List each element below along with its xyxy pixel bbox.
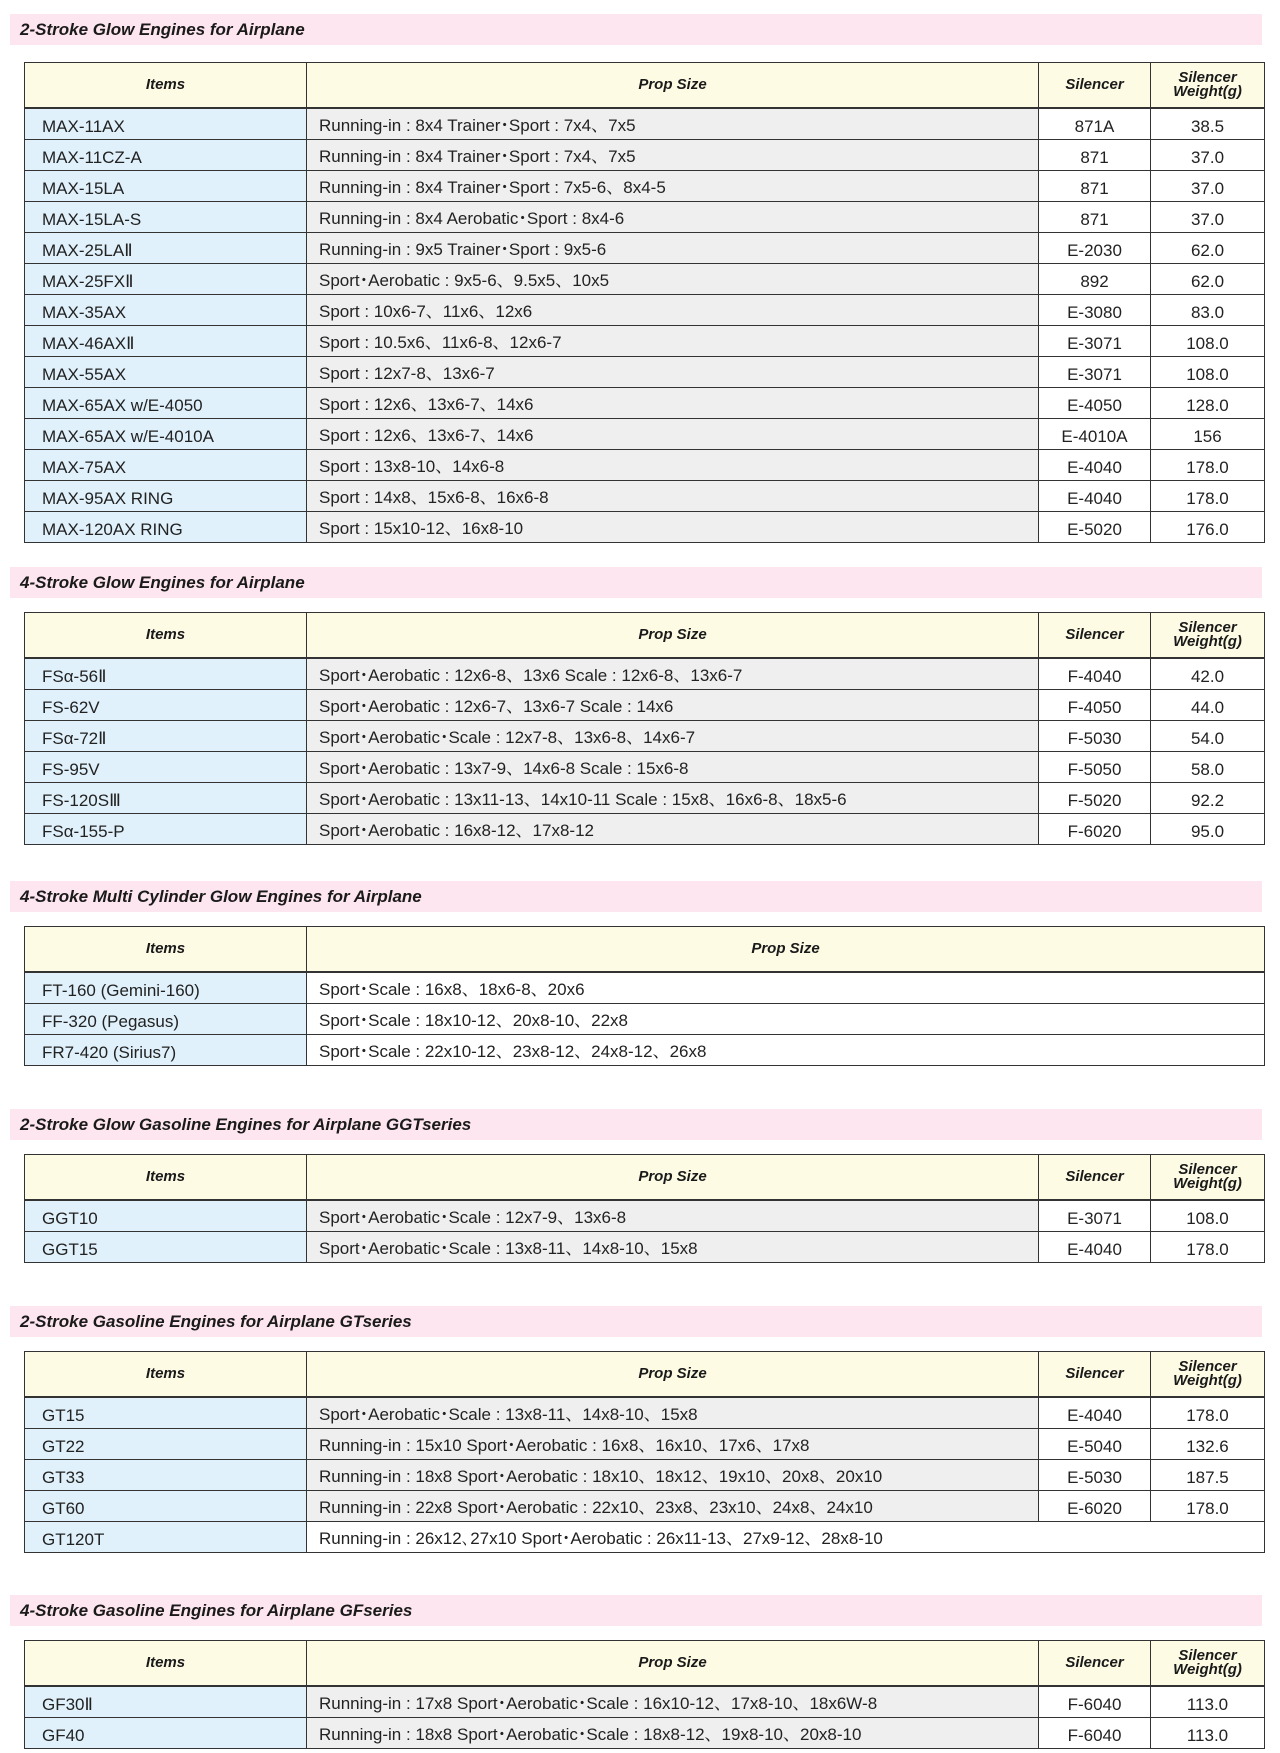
silencer-cell: F-4050: [1039, 690, 1151, 721]
table-row: [25, 721, 1265, 752]
prop-size-cell: Sport･Aerobatic･Scale : 12x7-8、13x6-8、14x6-7: [307, 721, 1039, 752]
silencer-cell: 871: [1039, 202, 1151, 233]
prop-size-cell: Running-in : 17x8 Sport･Aerobatic･Scale : 16x10-12、17x8-10、18x6W-8: [307, 1686, 1039, 1718]
silencer-cell: E-3080: [1039, 295, 1151, 326]
silencer-cell: E-3071: [1039, 326, 1151, 357]
table-header-row: [25, 63, 1265, 109]
silencer-weight-cell: 62.0: [1151, 233, 1265, 264]
silencer-cell: E-4040: [1039, 481, 1151, 512]
engine-spec-table: [24, 1154, 1265, 1263]
silencer-weight-cell: 62.0: [1151, 264, 1265, 295]
silencer-cell: E-4010A: [1039, 419, 1151, 450]
table-header-row: [25, 1641, 1265, 1687]
header-items: Items: [25, 1352, 307, 1398]
table-row: [25, 233, 1265, 264]
prop-size-cell: Running-in : 22x8 Sport･Aerobatic : 22x10、23x8、23x10、24x8、24x10: [307, 1491, 1039, 1522]
prop-size-cell: Sport･Scale : 16x8、18x6-8、20x6: [307, 972, 1265, 1004]
table-row: [25, 171, 1265, 202]
table-row: [25, 481, 1265, 512]
silencer-cell: E-3071: [1039, 357, 1151, 388]
silencer-cell: 892: [1039, 264, 1151, 295]
silencer-cell: F-5020: [1039, 783, 1151, 814]
engine-model-cell: MAX-55AX: [25, 357, 307, 388]
silencer-cell: 871: [1039, 171, 1151, 202]
silencer-cell: E-5020: [1039, 512, 1151, 543]
silencer-cell: F-4040: [1039, 658, 1151, 690]
silencer-weight-cell: 108.0: [1151, 326, 1265, 357]
prop-size-cell: Sport : 12x6、13x6-7、14x6: [307, 419, 1039, 450]
prop-size-cell: Sport : 12x7-8、13x6-7: [307, 357, 1039, 388]
engine-model-cell: FSα-155-P: [25, 814, 307, 845]
engine-model-cell: MAX-11CZ-A: [25, 140, 307, 171]
engine-spec-table: [24, 612, 1265, 845]
table-row: [25, 1718, 1265, 1749]
header-silencer: Silencer: [1039, 1641, 1151, 1687]
silencer-cell: E-4040: [1039, 1232, 1151, 1263]
engine-model-cell: GGT15: [25, 1232, 307, 1263]
prop-size-cell: Running-in : 15x10 Sport･Aerobatic : 16x8、16x10、17x6、17x8: [307, 1429, 1039, 1460]
table-row: [25, 1460, 1265, 1491]
silencer-cell: E-3071: [1039, 1200, 1151, 1232]
engine-model-cell: FT-160 (Gemini-160): [25, 972, 307, 1004]
header-weight-line1: Silencer: [1178, 1358, 1237, 1375]
prop-size-cell: Sport･Aerobatic･Scale : 13x8-11、14x8-10、15x8: [307, 1397, 1039, 1429]
prop-size-cell: Sport･Aerobatic : 9x5-6、9.5x5、10x5: [307, 264, 1039, 295]
table-row: [25, 512, 1265, 543]
header-prop-size: Prop Size: [307, 927, 1265, 973]
silencer-weight-cell: 37.0: [1151, 202, 1265, 233]
header-weight-line1: Silencer: [1178, 1647, 1237, 1664]
silencer-cell: E-4040: [1039, 1397, 1151, 1429]
silencer-weight-cell: 178.0: [1151, 1232, 1265, 1263]
table-row: [25, 1491, 1265, 1522]
silencer-weight-cell: 156: [1151, 419, 1265, 450]
header-items: Items: [25, 613, 307, 659]
engine-model-cell: GF40: [25, 1718, 307, 1749]
silencer-weight-cell: 95.0: [1151, 814, 1265, 845]
table-row: [25, 140, 1265, 171]
silencer-weight-cell: 44.0: [1151, 690, 1265, 721]
silencer-weight-cell: 176.0: [1151, 512, 1265, 543]
section-title: 4-Stroke Multi Cylinder Glow Engines for Airplane: [10, 881, 1262, 912]
header-weight-line1: Silencer: [1178, 69, 1237, 86]
engine-model-cell: FF-320 (Pegasus): [25, 1004, 307, 1035]
header-weight-line1: Silencer: [1178, 619, 1237, 636]
silencer-weight-cell: 113.0: [1151, 1686, 1265, 1718]
silencer-cell: F-5030: [1039, 721, 1151, 752]
table-row: [25, 357, 1265, 388]
header-silencer-weight: [1151, 613, 1265, 659]
prop-size-cell: Sport･Aerobatic･Scale : 12x7-9、13x6-8: [307, 1200, 1039, 1232]
silencer-weight-cell: 92.2: [1151, 783, 1265, 814]
silencer-cell: 871A: [1039, 108, 1151, 140]
table-row: [25, 1232, 1265, 1263]
header-items: Items: [25, 1155, 307, 1201]
header-prop-size: Prop Size: [307, 63, 1039, 109]
prop-size-cell: Sport･Aerobatic : 12x6-8、13x6 Scale : 12x6-8、13x6-7: [307, 658, 1039, 690]
silencer-weight-cell: 113.0: [1151, 1718, 1265, 1749]
prop-size-cell: Sport : 10.5x6、11x6-8、12x6-7: [307, 326, 1039, 357]
silencer-weight-cell: 83.0: [1151, 295, 1265, 326]
table-header-row: [25, 1352, 1265, 1398]
prop-size-cell: Running-in : 18x8 Sport･Aerobatic : 18x10、18x12、19x10、20x8、20x10: [307, 1460, 1039, 1491]
engine-model-cell: MAX-65AX w/E-4050: [25, 388, 307, 419]
engine-model-cell: GT60: [25, 1491, 307, 1522]
silencer-cell: E-4050: [1039, 388, 1151, 419]
engine-model-cell: GGT10: [25, 1200, 307, 1232]
header-silencer-weight: [1151, 63, 1265, 109]
header-items: Items: [25, 63, 307, 109]
silencer-weight-cell: 178.0: [1151, 1397, 1265, 1429]
header-weight-line2: Weight(g): [1173, 1372, 1242, 1389]
prop-size-cell: Running-in : 8x4 Aerobatic･Sport : 8x4-6: [307, 202, 1039, 233]
table-row: [25, 295, 1265, 326]
table-row: [25, 326, 1265, 357]
table-row: [25, 419, 1265, 450]
header-items: Items: [25, 1641, 307, 1687]
engine-model-cell: FS-120SⅢ: [25, 783, 307, 814]
silencer-weight-cell: 37.0: [1151, 171, 1265, 202]
silencer-weight-cell: 42.0: [1151, 658, 1265, 690]
prop-size-cell: Running-in : 8x4 Trainer･Sport : 7x4、7x5: [307, 140, 1039, 171]
silencer-weight-cell: 108.0: [1151, 1200, 1265, 1232]
prop-size-cell: Sport : 10x6-7、11x6、12x6: [307, 295, 1039, 326]
section-title: 2-Stroke Gasoline Engines for Airplane GTseries: [10, 1306, 1262, 1337]
table-row: [25, 783, 1265, 814]
prop-size-cell: Sport･Scale : 22x10-12、23x8-12、24x8-12、26x8: [307, 1035, 1265, 1066]
prop-size-cell: Running-in : 26x12､27x10 Sport･Aerobatic : 26x11-13、27x9-12、28x8-10: [307, 1522, 1265, 1553]
silencer-weight-cell: 54.0: [1151, 721, 1265, 752]
header-prop-size: Prop Size: [307, 1641, 1039, 1687]
header-weight-line2: Weight(g): [1173, 83, 1242, 100]
table-row: [25, 1035, 1265, 1066]
header-weight-line2: Weight(g): [1173, 1175, 1242, 1192]
header-silencer-weight: [1151, 1352, 1265, 1398]
silencer-cell: E-5030: [1039, 1460, 1151, 1491]
prop-size-cell: Sport : 12x6、13x6-7、14x6: [307, 388, 1039, 419]
engine-model-cell: GF30Ⅱ: [25, 1686, 307, 1718]
engine-spec-table: [24, 1351, 1265, 1553]
silencer-weight-cell: 132.6: [1151, 1429, 1265, 1460]
silencer-weight-cell: 178.0: [1151, 481, 1265, 512]
engine-model-cell: GT22: [25, 1429, 307, 1460]
prop-size-cell: Sport : 15x10-12、16x8-10: [307, 512, 1039, 543]
table-row: [25, 388, 1265, 419]
prop-size-cell: Sport･Aerobatic : 12x6-7、13x6-7 Scale : 14x6: [307, 690, 1039, 721]
engine-model-cell: FSα-56Ⅱ: [25, 658, 307, 690]
header-prop-size: Prop Size: [307, 1352, 1039, 1398]
table-row: [25, 1522, 1265, 1553]
table-row: [25, 1397, 1265, 1429]
table-header-row: [25, 927, 1265, 973]
prop-size-cell: Sport･Aerobatic : 13x7-9、14x6-8 Scale : 15x6-8: [307, 752, 1039, 783]
header-silencer: Silencer: [1039, 1155, 1151, 1201]
silencer-cell: F-5050: [1039, 752, 1151, 783]
header-silencer: Silencer: [1039, 1352, 1151, 1398]
prop-size-cell: Running-in : 8x4 Trainer･Sport : 7x5-6、8x4-5: [307, 171, 1039, 202]
prop-size-cell: Running-in : 8x4 Trainer･Sport : 7x4、7x5: [307, 108, 1039, 140]
prop-size-cell: Sport : 13x8-10、14x6-8: [307, 450, 1039, 481]
table-header-row: [25, 613, 1265, 659]
silencer-weight-cell: 128.0: [1151, 388, 1265, 419]
engine-model-cell: MAX-15LA: [25, 171, 307, 202]
header-silencer-weight: [1151, 1641, 1265, 1687]
prop-size-cell: Sport･Aerobatic･Scale : 13x8-11、14x8-10、15x8: [307, 1232, 1039, 1263]
engine-model-cell: MAX-25LAⅡ: [25, 233, 307, 264]
header-silencer: Silencer: [1039, 63, 1151, 109]
engine-model-cell: MAX-35AX: [25, 295, 307, 326]
engine-model-cell: MAX-65AX w/E-4010A: [25, 419, 307, 450]
table-row: [25, 814, 1265, 845]
prop-size-cell: Running-in : 9x5 Trainer･Sport : 9x5-6: [307, 233, 1039, 264]
section-title: 4-Stroke Gasoline Engines for Airplane GFseries: [10, 1595, 1262, 1626]
silencer-cell: E-2030: [1039, 233, 1151, 264]
prop-size-cell: Sport･Aerobatic : 16x8-12、17x8-12: [307, 814, 1039, 845]
engine-model-cell: FS-62V: [25, 690, 307, 721]
header-prop-size: Prop Size: [307, 1155, 1039, 1201]
section-title: 4-Stroke Glow Engines for Airplane: [10, 567, 1262, 598]
silencer-weight-cell: 178.0: [1151, 1491, 1265, 1522]
silencer-cell: E-6020: [1039, 1491, 1151, 1522]
table-row: [25, 264, 1265, 295]
table-row: [25, 202, 1265, 233]
engine-model-cell: FR7-420 (Sirius7): [25, 1035, 307, 1066]
engine-spec-table: [24, 926, 1265, 1066]
header-items: Items: [25, 927, 307, 973]
prop-size-cell: Running-in : 18x8 Sport･Aerobatic･Scale : 18x8-12、19x8-10、20x8-10: [307, 1718, 1039, 1749]
table-row: [25, 1200, 1265, 1232]
header-prop-size: Prop Size: [307, 613, 1039, 659]
silencer-weight-cell: 58.0: [1151, 752, 1265, 783]
table-row: [25, 752, 1265, 783]
silencer-weight-cell: 187.5: [1151, 1460, 1265, 1491]
table-row: [25, 108, 1265, 140]
silencer-weight-cell: 108.0: [1151, 357, 1265, 388]
prop-size-cell: Sport･Scale : 18x10-12、20x8-10、22x8: [307, 1004, 1265, 1035]
engine-model-cell: MAX-75AX: [25, 450, 307, 481]
silencer-cell: F-6020: [1039, 814, 1151, 845]
silencer-weight-cell: 38.5: [1151, 108, 1265, 140]
silencer-cell: E-5040: [1039, 1429, 1151, 1460]
table-row: [25, 690, 1265, 721]
header-silencer-weight: [1151, 1155, 1265, 1201]
engine-model-cell: GT120T: [25, 1522, 307, 1553]
engine-model-cell: MAX-46AXⅡ: [25, 326, 307, 357]
silencer-cell: F-6040: [1039, 1686, 1151, 1718]
engine-model-cell: MAX-11AX: [25, 108, 307, 140]
silencer-cell: F-6040: [1039, 1718, 1151, 1749]
engine-spec-table: [24, 62, 1265, 543]
table-row: [25, 1004, 1265, 1035]
section-title: 2-Stroke Glow Engines for Airplane: [10, 14, 1262, 45]
engine-model-cell: MAX-25FXⅡ: [25, 264, 307, 295]
engine-model-cell: GT33: [25, 1460, 307, 1491]
header-weight-line2: Weight(g): [1173, 633, 1242, 650]
header-silencer: Silencer: [1039, 613, 1151, 659]
silencer-weight-cell: 37.0: [1151, 140, 1265, 171]
table-row: [25, 1686, 1265, 1718]
section-title: 2-Stroke Glow Gasoline Engines for Airplane GGTseries: [10, 1109, 1262, 1140]
engine-model-cell: GT15: [25, 1397, 307, 1429]
engine-model-cell: FS-95V: [25, 752, 307, 783]
engine-spec-table: [24, 1640, 1265, 1749]
table-row: [25, 450, 1265, 481]
table-header-row: [25, 1155, 1265, 1201]
engine-model-cell: MAX-95AX RING: [25, 481, 307, 512]
header-weight-line1: Silencer: [1178, 1161, 1237, 1178]
engine-model-cell: FSα-72Ⅱ: [25, 721, 307, 752]
engine-model-cell: MAX-120AX RING: [25, 512, 307, 543]
prop-size-cell: Sport : 14x8、15x6-8、16x6-8: [307, 481, 1039, 512]
prop-size-cell: Sport･Aerobatic : 13x11-13、14x10-11 Scale : 15x8、16x6-8、18x5-6: [307, 783, 1039, 814]
engine-model-cell: MAX-15LA-S: [25, 202, 307, 233]
silencer-cell: 871: [1039, 140, 1151, 171]
table-row: [25, 972, 1265, 1004]
silencer-weight-cell: 178.0: [1151, 450, 1265, 481]
table-row: [25, 658, 1265, 690]
table-row: [25, 1429, 1265, 1460]
header-weight-line2: Weight(g): [1173, 1661, 1242, 1678]
silencer-cell: E-4040: [1039, 450, 1151, 481]
